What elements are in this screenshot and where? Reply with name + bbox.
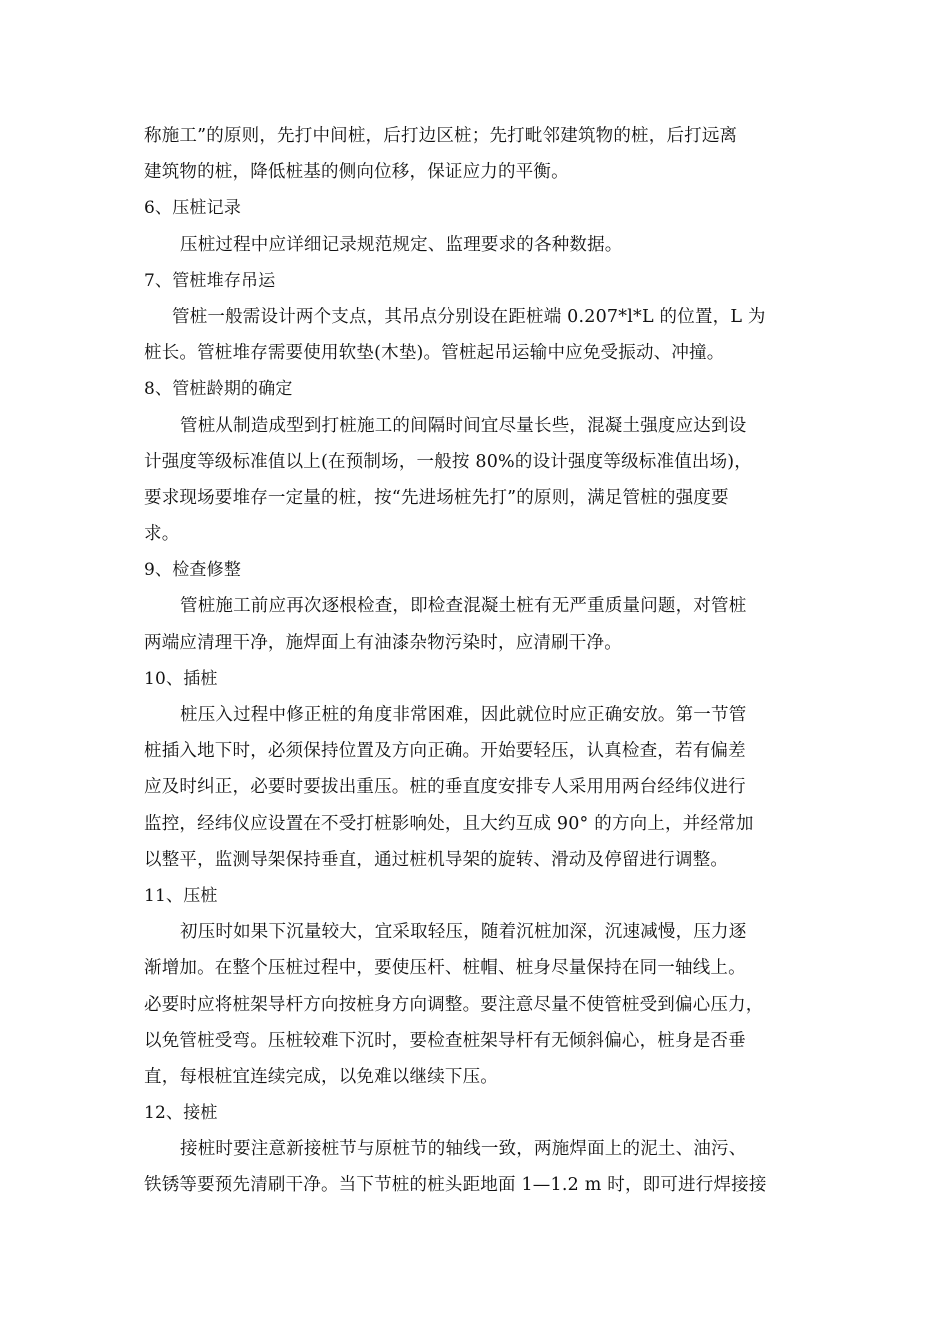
section-heading: 12、接桩	[144, 1103, 218, 1124]
body-line: 称施工”的原则，先打中间桩，后打边区桩；先打毗邻建筑物的桩，后打远离	[144, 126, 738, 146]
document-page	[144, 118, 808, 1204]
body-line: 计强度等级标准值以上(在预制场，一般按 80%的设计强度等级标准值出场)，	[144, 451, 753, 472]
paragraph-first-line: 压桩过程中应详细记录规范规定、监理要求的各种数据。	[180, 234, 623, 255]
paragraph-first-line: 接桩时要注意新接桩节与原桩节的轴线一致，两施焊面上的泥土、油污、	[180, 1139, 747, 1160]
paragraph-first-line: 初压时如果下沉量较大，宜采取轻压，随着沉桩加深，沉速减慢，压力逐	[180, 922, 747, 943]
body-line: 以免管桩受弯。压桩较难下沉时，要检查桩架导杆有无倾斜偏心，桩身是否垂	[144, 1030, 746, 1051]
body-line: 要求现场要堆存一定量的桩，按“先进场桩先打”的原则，满足管桩的强度要	[144, 487, 729, 508]
section-heading: 6、压桩记录	[144, 198, 242, 219]
body-line: 桩插入地下时，必须保持位置及方向正确。开始要轻压，认真检查，若有偏差	[144, 741, 746, 762]
section-heading: 8、管桩龄期的确定	[144, 379, 293, 400]
body-line: 渐增加。在整个压桩过程中，要使压杆、桩帽、桩身尽量保持在同一轴线上。	[144, 958, 746, 979]
section-heading: 11、压桩	[144, 885, 218, 906]
paragraph-first-line: 管桩施工前应再次逐根检查，即检查混凝土桩有无严重质量问题，对管桩	[180, 596, 747, 617]
body-line: 两端应清理干净，施焊面上有油漆杂物污染时，应清刷干净。	[144, 632, 622, 653]
body-line: 铁锈等要预先清刷干净。当下节桩的桩头距地面 1—1.2 m 时，即可进行焊接接	[144, 1175, 767, 1196]
section-heading: 9、检查修整	[144, 560, 242, 581]
body-line: 求。	[144, 524, 180, 545]
body-line: 桩长。管桩堆存需要使用软垫(木垫)。管桩起吊运输中应免受振动、冲撞。	[144, 343, 725, 364]
paragraph-first-line: 管桩一般需设计两个支点，其吊点分别设在距桩端 0.207*l*L 的位置，L 为	[172, 306, 766, 327]
paragraph-first-line: 管桩从制造成型到打桩施工的间隔时间宜尽量长些，混凝土强度应达到设	[180, 415, 747, 436]
paragraph-first-line: 桩压入过程中修正桩的角度非常困难，因此就位时应正确安放。第一节管	[180, 705, 747, 725]
section-heading: 10、插桩	[144, 668, 218, 689]
body-line: 以整平，监测导架保持垂直，通过桩机导架的旋转、滑动及停留进行调整。	[144, 849, 729, 870]
body-line: 必要时应将桩架导杆方向按桩身方向调整。要注意尽量不使管桩受到偏心压力，	[144, 994, 764, 1015]
body-line: 直，每根桩宜连续完成，以免难以继续下压。	[144, 1066, 498, 1087]
body-line: 建筑物的桩，降低桩基的侧向位移，保证应力的平衡。	[144, 162, 569, 183]
section-heading: 7、管桩堆存吊运	[144, 270, 276, 291]
body-line: 应及时纠正，必要时要拔出重压。桩的垂直度安排专人采用用两台经纬仪进行	[144, 777, 746, 798]
body-line: 监控，经纬仪应设置在不受打桩影响处，且大约互成 90° 的方向上，并经常加	[144, 813, 754, 834]
